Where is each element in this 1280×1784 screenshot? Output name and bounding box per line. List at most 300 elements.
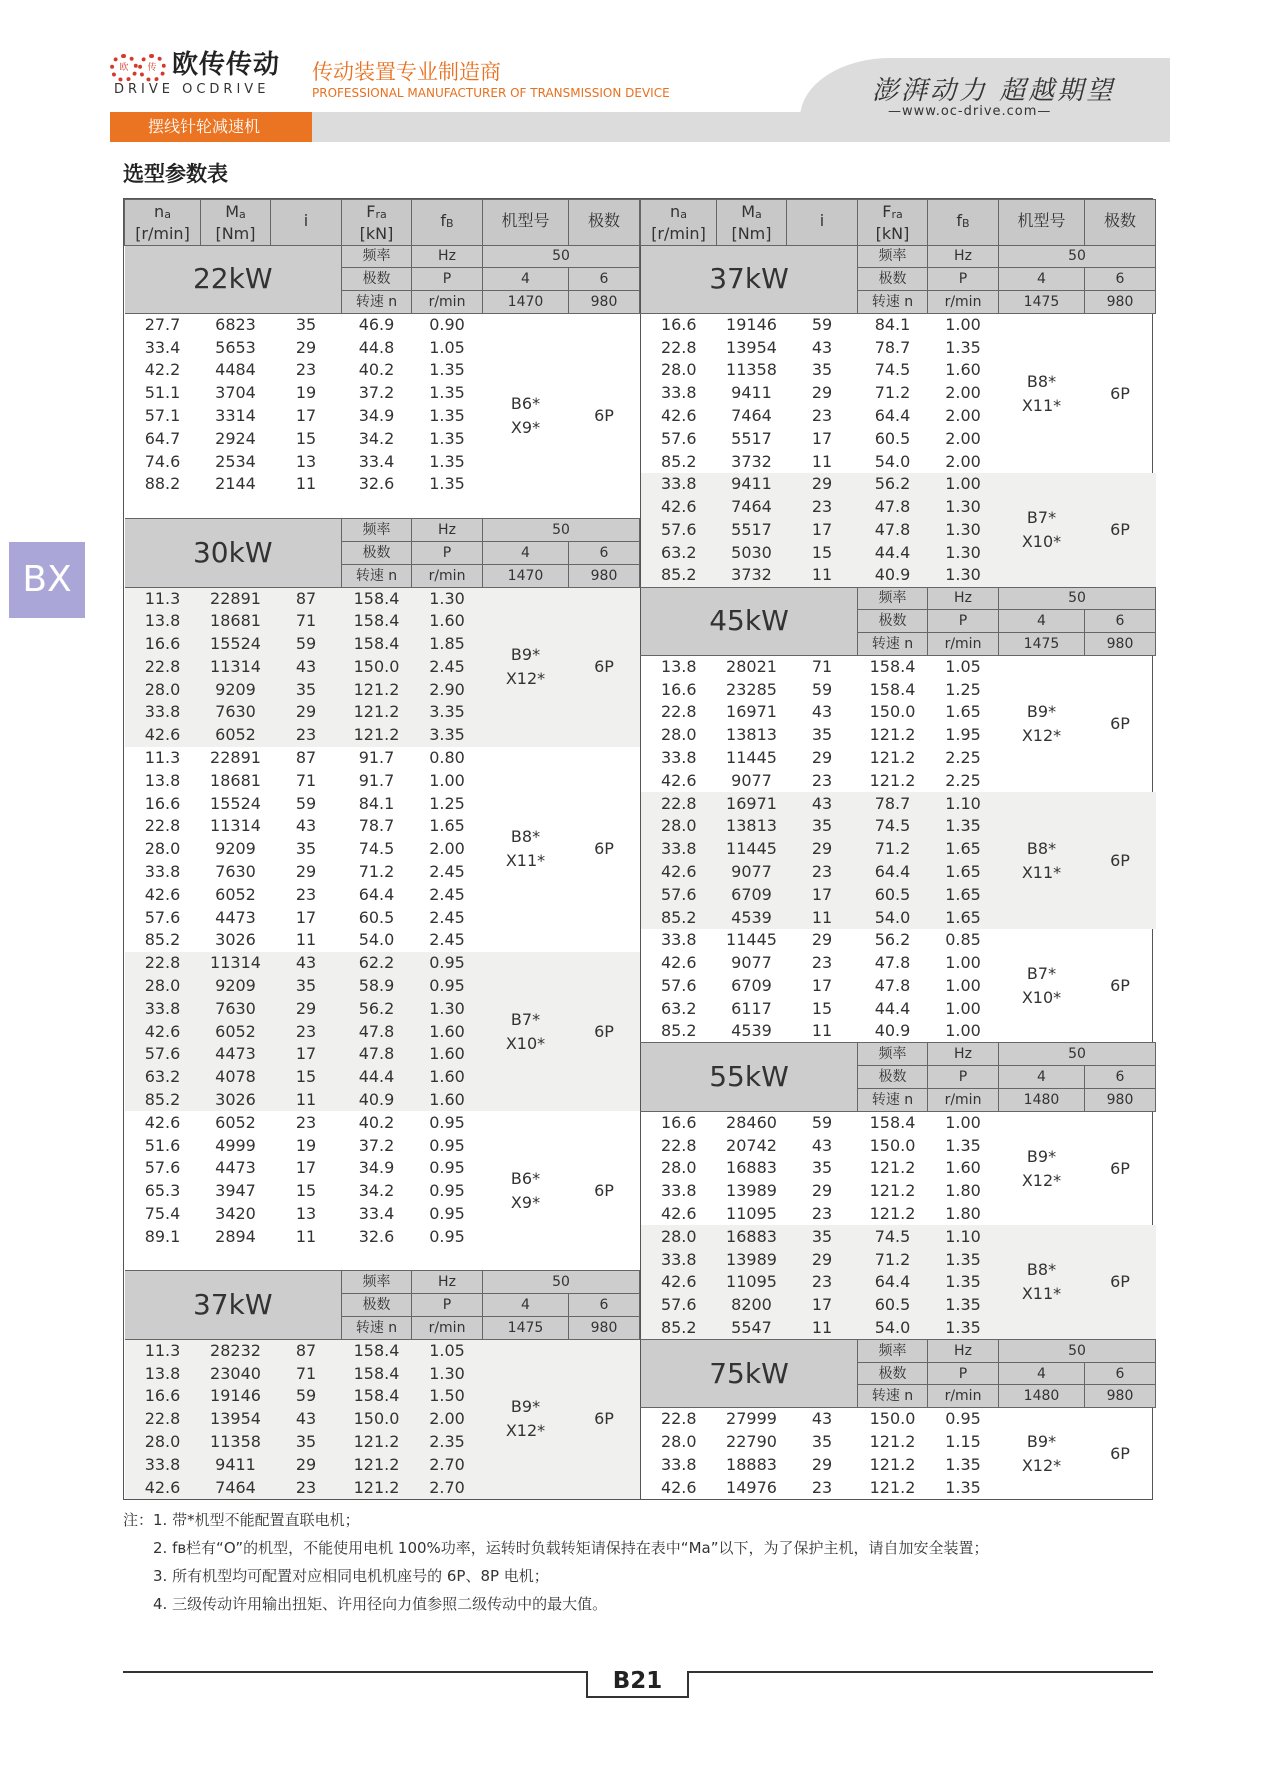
service-factor: 1.25 (945, 679, 981, 699)
page-number: B21 (586, 1671, 689, 1698)
poles-label: 极数 (858, 1362, 928, 1385)
service-factor: 2.00 (429, 839, 465, 859)
table-row (641, 1111, 1156, 1134)
service-factor: 0.90 (429, 315, 465, 335)
output-speed: 63.2 (660, 998, 697, 1018)
radial-force: 40.9 (874, 1021, 911, 1041)
ratio: 59 (811, 1113, 833, 1133)
column-header-row (641, 200, 1156, 246)
ratio: 43 (811, 702, 833, 722)
service-factor: 1.30 (412, 1362, 483, 1385)
column-header (201, 200, 271, 246)
speed-label: 转速 n (858, 291, 928, 314)
radial-force: 40.9 (342, 1089, 412, 1112)
radial-force: 158.4 (869, 1113, 916, 1133)
poles-unit: P (412, 541, 483, 564)
output-speed: 16.6 (125, 633, 201, 656)
service-factor: 1.35 (429, 428, 465, 448)
output-speed: 22.8 (660, 702, 697, 722)
output-speed: 42.6 (660, 953, 697, 973)
service-factor: 1.00 (945, 975, 981, 995)
radial-force: 121.2 (869, 1477, 916, 1497)
service-factor: 2.25 (945, 770, 981, 790)
freq-value: 50 (999, 1339, 1156, 1362)
ratio: 19 (295, 1135, 317, 1155)
radial-force: 78.7 (874, 337, 911, 357)
output-speed: 11.3 (125, 1339, 201, 1362)
pole-count: 6P (1085, 473, 1156, 587)
ratio: 35 (271, 975, 342, 998)
output-torque: 7464 (717, 496, 787, 519)
ratio: 23 (271, 1476, 342, 1499)
radial-force: 121.2 (869, 1454, 916, 1474)
model-line: X11* (1021, 1284, 1062, 1304)
model-line: X10* (1021, 531, 1062, 551)
freq-value: 50 (999, 1043, 1156, 1066)
service-factor: 2.35 (412, 1431, 483, 1454)
header-symbol: 机型号 (1017, 211, 1066, 231)
output-torque: 5517 (731, 428, 772, 448)
table-row (125, 1339, 640, 1362)
ratio: 17 (271, 1043, 342, 1066)
service-factor: 1.65 (928, 861, 999, 884)
output-speed: 57.6 (660, 428, 697, 448)
output-torque: 6052 (215, 1112, 256, 1132)
poles-6: 6 (569, 541, 640, 564)
output-torque: 13954 (201, 1408, 271, 1431)
service-factor: 1.30 (412, 587, 483, 610)
service-factor: 0.95 (429, 1181, 465, 1201)
ratio: 15 (295, 428, 317, 448)
radial-force: 40.2 (358, 360, 395, 380)
poles-label: 极数 (858, 1066, 928, 1089)
output-torque: 14976 (726, 1477, 777, 1497)
output-speed: 42.6 (125, 1020, 201, 1043)
radial-force: 34.2 (358, 428, 395, 448)
service-factor: 1.35 (928, 1248, 999, 1271)
service-factor: 1.30 (928, 496, 999, 519)
ratio: 43 (787, 792, 858, 815)
section-header-row (641, 587, 1156, 610)
radial-force: 47.8 (342, 1043, 412, 1066)
freq-label: 频率 (858, 1339, 928, 1362)
speed-4p: 1475 (999, 633, 1085, 656)
radial-force: 37.2 (358, 383, 395, 403)
model-line: B9* (510, 1397, 541, 1417)
output-speed: 22.8 (660, 337, 697, 357)
poles-unit: P (412, 1294, 483, 1317)
service-factor: 1.50 (412, 1385, 483, 1408)
speed-label: 转速 n (342, 1317, 412, 1340)
radial-force: 121.2 (342, 1453, 412, 1476)
output-speed: 33.8 (144, 862, 181, 881)
service-factor: 1.10 (928, 792, 999, 815)
table-row (125, 1111, 640, 1134)
model-number (483, 1111, 569, 1271)
output-torque: 4999 (215, 1135, 256, 1155)
radial-force: 40.9 (858, 564, 928, 587)
output-torque: 18883 (726, 1454, 777, 1474)
ratio: 19 (295, 383, 317, 403)
service-factor: 1.35 (945, 1454, 981, 1474)
column-header (641, 200, 717, 246)
pole-count: 6P (569, 587, 640, 747)
radial-force: 158.4 (342, 1362, 412, 1385)
radial-force: 47.8 (858, 519, 928, 542)
header-unit: [kN] (875, 223, 910, 243)
radial-force: 158.4 (342, 1339, 412, 1362)
service-factor: 0.95 (429, 1203, 465, 1223)
ratio: 59 (271, 633, 342, 656)
model-line: B7* (1026, 507, 1057, 527)
output-speed: 57.6 (660, 975, 697, 995)
speed-unit: r/min (412, 564, 483, 587)
output-speed: 33.8 (660, 748, 697, 768)
header-symbol: M (225, 201, 240, 221)
radial-force: 84.1 (874, 315, 911, 335)
service-factor: 0.95 (429, 1135, 465, 1155)
service-factor: 2.70 (412, 1476, 483, 1499)
ratio: 43 (811, 337, 833, 357)
service-factor: 1.35 (945, 1477, 981, 1497)
output-torque: 4473 (215, 907, 256, 927)
service-factor: 1.00 (945, 953, 981, 973)
service-factor: 2.45 (429, 907, 465, 927)
output-speed: 22.8 (641, 792, 717, 815)
output-torque: 3732 (731, 451, 772, 471)
output-speed: 51.6 (144, 1135, 181, 1155)
service-factor: 1.05 (412, 1339, 483, 1362)
output-speed: 42.6 (660, 1477, 697, 1497)
radial-force: 150.0 (869, 1135, 916, 1155)
header-subscript: ra (375, 207, 387, 221)
output-speed: 42.6 (641, 496, 717, 519)
ratio: 23 (787, 1271, 858, 1294)
ratio: 17 (811, 428, 833, 448)
output-torque: 6709 (717, 883, 787, 906)
radial-force: 56.2 (874, 930, 911, 950)
poles-6: 6 (1085, 1362, 1156, 1385)
header-symbol: i (819, 211, 825, 231)
output-speed: 16.6 (144, 793, 181, 813)
output-speed: 42.6 (660, 1203, 697, 1223)
speed-label: 转速 n (858, 1089, 928, 1112)
output-torque: 4484 (215, 360, 256, 380)
output-speed: 22.8 (144, 816, 181, 836)
brand-name-en: DRIVE OCDRIVE (114, 82, 270, 97)
service-factor: 2.00 (945, 383, 981, 403)
radial-force: 60.5 (874, 428, 911, 448)
radial-force: 60.5 (858, 883, 928, 906)
radial-force: 74.5 (858, 1225, 928, 1248)
ratio: 23 (787, 861, 858, 884)
output-torque: 5653 (215, 337, 256, 357)
output-speed: 85.2 (641, 1317, 717, 1340)
ratio: 11 (811, 1021, 833, 1041)
poles-6: 6 (569, 1294, 640, 1317)
radial-force: 60.5 (858, 1294, 928, 1317)
radial-force: 71.2 (858, 838, 928, 861)
output-torque: 11314 (201, 655, 271, 678)
model-line: X12* (1021, 1455, 1062, 1475)
radial-force: 91.7 (358, 748, 395, 768)
section-header-row (641, 1339, 1156, 1362)
service-factor: 1.35 (945, 337, 981, 357)
footer-rule (688, 1671, 1153, 1673)
column-header (928, 200, 999, 246)
output-torque: 8200 (717, 1294, 787, 1317)
radial-force: 150.0 (342, 1408, 412, 1431)
speed-6p: 980 (569, 564, 640, 587)
radial-force: 34.9 (358, 1158, 395, 1178)
speed-label: 转速 n (342, 291, 412, 314)
pole-count: 6P (1110, 714, 1130, 734)
output-speed: 22.8 (125, 655, 201, 678)
model-number (483, 952, 569, 1112)
note-4: 4. 三级传动许用输出扭矩、许用径向力值参照二级传动中的最大值。 (153, 1595, 608, 1613)
output-torque: 7630 (201, 997, 271, 1020)
output-torque: 4539 (731, 1021, 772, 1041)
ratio: 23 (295, 884, 317, 904)
selection-table (123, 198, 1153, 1500)
freq-label: 频率 (858, 1043, 928, 1066)
output-speed: 75.4 (144, 1203, 181, 1223)
output-speed: 33.4 (144, 337, 181, 357)
service-factor: 1.15 (945, 1431, 981, 1451)
radial-force: 121.2 (342, 724, 412, 747)
output-torque: 5030 (717, 541, 787, 564)
output-torque: 9077 (717, 861, 787, 884)
side-tab-bx[interactable]: BX (9, 542, 85, 618)
ratio: 23 (295, 1112, 317, 1132)
output-torque: 23040 (201, 1362, 271, 1385)
ratio: 11 (811, 451, 833, 471)
service-factor: 1.60 (945, 360, 981, 380)
output-speed: 74.6 (144, 451, 181, 471)
ratio: 17 (295, 907, 317, 927)
freq-unit: Hz (928, 245, 999, 268)
ratio: 17 (295, 1158, 317, 1178)
model-line: X10* (505, 1033, 546, 1053)
note-3: 3. 所有机型均可配置对应相同电机机座号的 6P、8P 电机； (153, 1567, 549, 1585)
output-speed: 33.8 (125, 997, 201, 1020)
website-url: —www.oc-drive.com— (888, 104, 1052, 119)
ratio: 29 (271, 997, 342, 1020)
output-speed: 28.0 (125, 975, 201, 998)
service-factor: 0.95 (429, 1158, 465, 1178)
output-speed: 42.6 (641, 861, 717, 884)
freq-value: 50 (483, 245, 640, 268)
output-speed: 85.2 (125, 1089, 201, 1112)
output-speed: 16.6 (660, 679, 697, 699)
column-header (483, 200, 569, 246)
category-label: 摆线针轮减速机 (110, 112, 312, 142)
power-rating: 37kW (641, 245, 858, 313)
model-number (483, 1339, 569, 1499)
service-factor: 1.30 (928, 564, 999, 587)
output-torque: 11314 (201, 952, 271, 975)
ratio: 15 (787, 541, 858, 564)
service-factor: 1.00 (429, 770, 465, 790)
radial-force: 32.6 (358, 474, 395, 494)
header-subscript: a (164, 207, 171, 221)
speed-4p: 1475 (999, 291, 1085, 314)
output-speed: 64.7 (144, 428, 181, 448)
table-row (125, 587, 640, 610)
output-torque: 7464 (731, 406, 772, 426)
output-torque: 22891 (210, 748, 261, 768)
radial-force: 54.0 (858, 906, 928, 929)
output-torque: 3420 (215, 1203, 256, 1223)
output-speed: 33.8 (660, 930, 697, 950)
pole-count: 6P (1110, 1158, 1130, 1178)
model-line: X10* (1021, 987, 1062, 1007)
column-header (271, 200, 342, 246)
service-factor: 2.90 (412, 678, 483, 701)
poles-label: 极数 (342, 1294, 412, 1317)
ratio: 29 (271, 1453, 342, 1476)
service-factor: 1.80 (945, 1181, 981, 1201)
output-torque: 19146 (726, 315, 777, 335)
ratio: 29 (811, 748, 833, 768)
output-speed: 28.0 (641, 815, 717, 838)
output-torque: 16971 (726, 702, 777, 722)
freq-label: 频率 (858, 587, 928, 610)
header-symbol: f (440, 211, 447, 231)
output-torque: 7630 (215, 862, 256, 881)
speed-6p: 980 (1085, 1385, 1156, 1408)
pole-count: 6P (594, 406, 614, 426)
service-factor: 1.00 (945, 1021, 981, 1041)
service-factor: 1.85 (412, 633, 483, 656)
model-number (999, 1111, 1085, 1225)
service-factor: 1.35 (429, 451, 465, 471)
output-speed: 33.8 (641, 473, 717, 496)
ratio: 29 (295, 337, 317, 357)
table-row (125, 952, 640, 975)
output-torque: 13989 (717, 1248, 787, 1271)
speed-unit: r/min (928, 291, 999, 314)
poles-unit: P (928, 268, 999, 291)
footer-rule (123, 1671, 587, 1673)
output-speed: 57.6 (125, 1043, 201, 1066)
ratio: 59 (295, 793, 317, 813)
radial-force: 150.0 (869, 702, 916, 722)
speed-label: 转速 n (342, 564, 412, 587)
pole-count: 6P (1110, 975, 1130, 995)
radial-force: 64.4 (858, 861, 928, 884)
output-torque: 4473 (201, 1043, 271, 1066)
ratio: 23 (811, 1203, 833, 1223)
radial-force: 121.2 (869, 1181, 916, 1201)
poles-label: 极数 (858, 268, 928, 291)
radial-force: 78.7 (858, 792, 928, 815)
output-speed: 33.8 (660, 1454, 697, 1474)
service-factor: 1.80 (945, 1203, 981, 1223)
speed-label: 转速 n (858, 1385, 928, 1408)
model-line: X11* (1021, 862, 1062, 882)
ratio: 11 (787, 1317, 858, 1340)
poles-4: 4 (999, 1362, 1085, 1385)
output-speed: 88.2 (144, 474, 181, 494)
model-line: X12* (505, 669, 546, 689)
radial-force: 60.5 (358, 907, 395, 927)
model-number (999, 655, 1085, 792)
output-torque: 19146 (201, 1385, 271, 1408)
output-torque: 11095 (717, 1271, 787, 1294)
service-factor: 0.95 (412, 952, 483, 975)
radial-force: 64.4 (874, 406, 911, 426)
service-factor: 1.00 (945, 1113, 981, 1133)
freq-label: 频率 (858, 245, 928, 268)
poles-unit: P (928, 1362, 999, 1385)
ratio: 71 (811, 657, 833, 677)
service-factor: 1.35 (928, 1317, 999, 1340)
ratio: 13 (295, 451, 317, 471)
radial-force: 121.2 (869, 1431, 916, 1451)
poles-4: 4 (999, 268, 1085, 291)
output-torque: 4078 (201, 1066, 271, 1089)
pole-count: 6P (594, 1180, 614, 1200)
radial-force: 121.2 (869, 1203, 916, 1223)
model-number (999, 929, 1085, 1043)
output-speed: 51.1 (144, 383, 181, 403)
model-line: X11* (1021, 395, 1062, 415)
output-speed: 33.8 (660, 383, 697, 403)
freq-value: 50 (483, 1271, 640, 1294)
power-rating: 45kW (641, 587, 858, 655)
service-factor: 1.00 (945, 998, 981, 1018)
slogan: 澎湃动力 超越期望 (872, 76, 1116, 106)
tagline-cn: 传动装置专业制造商 (312, 60, 501, 84)
output-torque: 13813 (726, 725, 777, 745)
freq-label: 频率 (342, 1271, 412, 1294)
output-speed: 85.2 (660, 451, 697, 471)
output-speed: 28.0 (660, 725, 697, 745)
radial-force: 158.4 (342, 587, 412, 610)
model-number (999, 792, 1085, 929)
output-speed: 33.8 (125, 1453, 201, 1476)
ratio: 35 (811, 725, 833, 745)
model-line: B9* (1026, 1146, 1057, 1166)
speed-6p: 980 (569, 291, 640, 314)
output-speed: 11.3 (144, 748, 181, 768)
output-speed: 63.2 (125, 1066, 201, 1089)
ratio: 23 (271, 1020, 342, 1043)
radial-force: 121.2 (869, 770, 916, 790)
ratio: 35 (787, 1225, 858, 1248)
output-speed: 28.0 (660, 1158, 697, 1178)
radial-force: 121.2 (342, 1476, 412, 1499)
output-torque: 28232 (201, 1339, 271, 1362)
output-speed: 16.6 (660, 315, 697, 335)
column-header (787, 200, 858, 246)
ratio: 43 (295, 816, 317, 836)
speed-4p: 1480 (999, 1089, 1085, 1112)
output-speed: 42.6 (660, 770, 697, 790)
radial-force: 56.2 (342, 997, 412, 1020)
poles-4: 4 (999, 610, 1085, 633)
radial-force: 74.5 (358, 839, 395, 859)
header-symbol: 机型号 (501, 211, 550, 231)
service-factor: 1.35 (945, 1135, 981, 1155)
brand-logo (108, 42, 288, 102)
ratio: 11 (295, 1226, 317, 1246)
ratio: 11 (295, 474, 317, 494)
header-subscript: a (755, 207, 762, 221)
column-header (999, 200, 1085, 246)
speed-6p: 980 (1085, 633, 1156, 656)
